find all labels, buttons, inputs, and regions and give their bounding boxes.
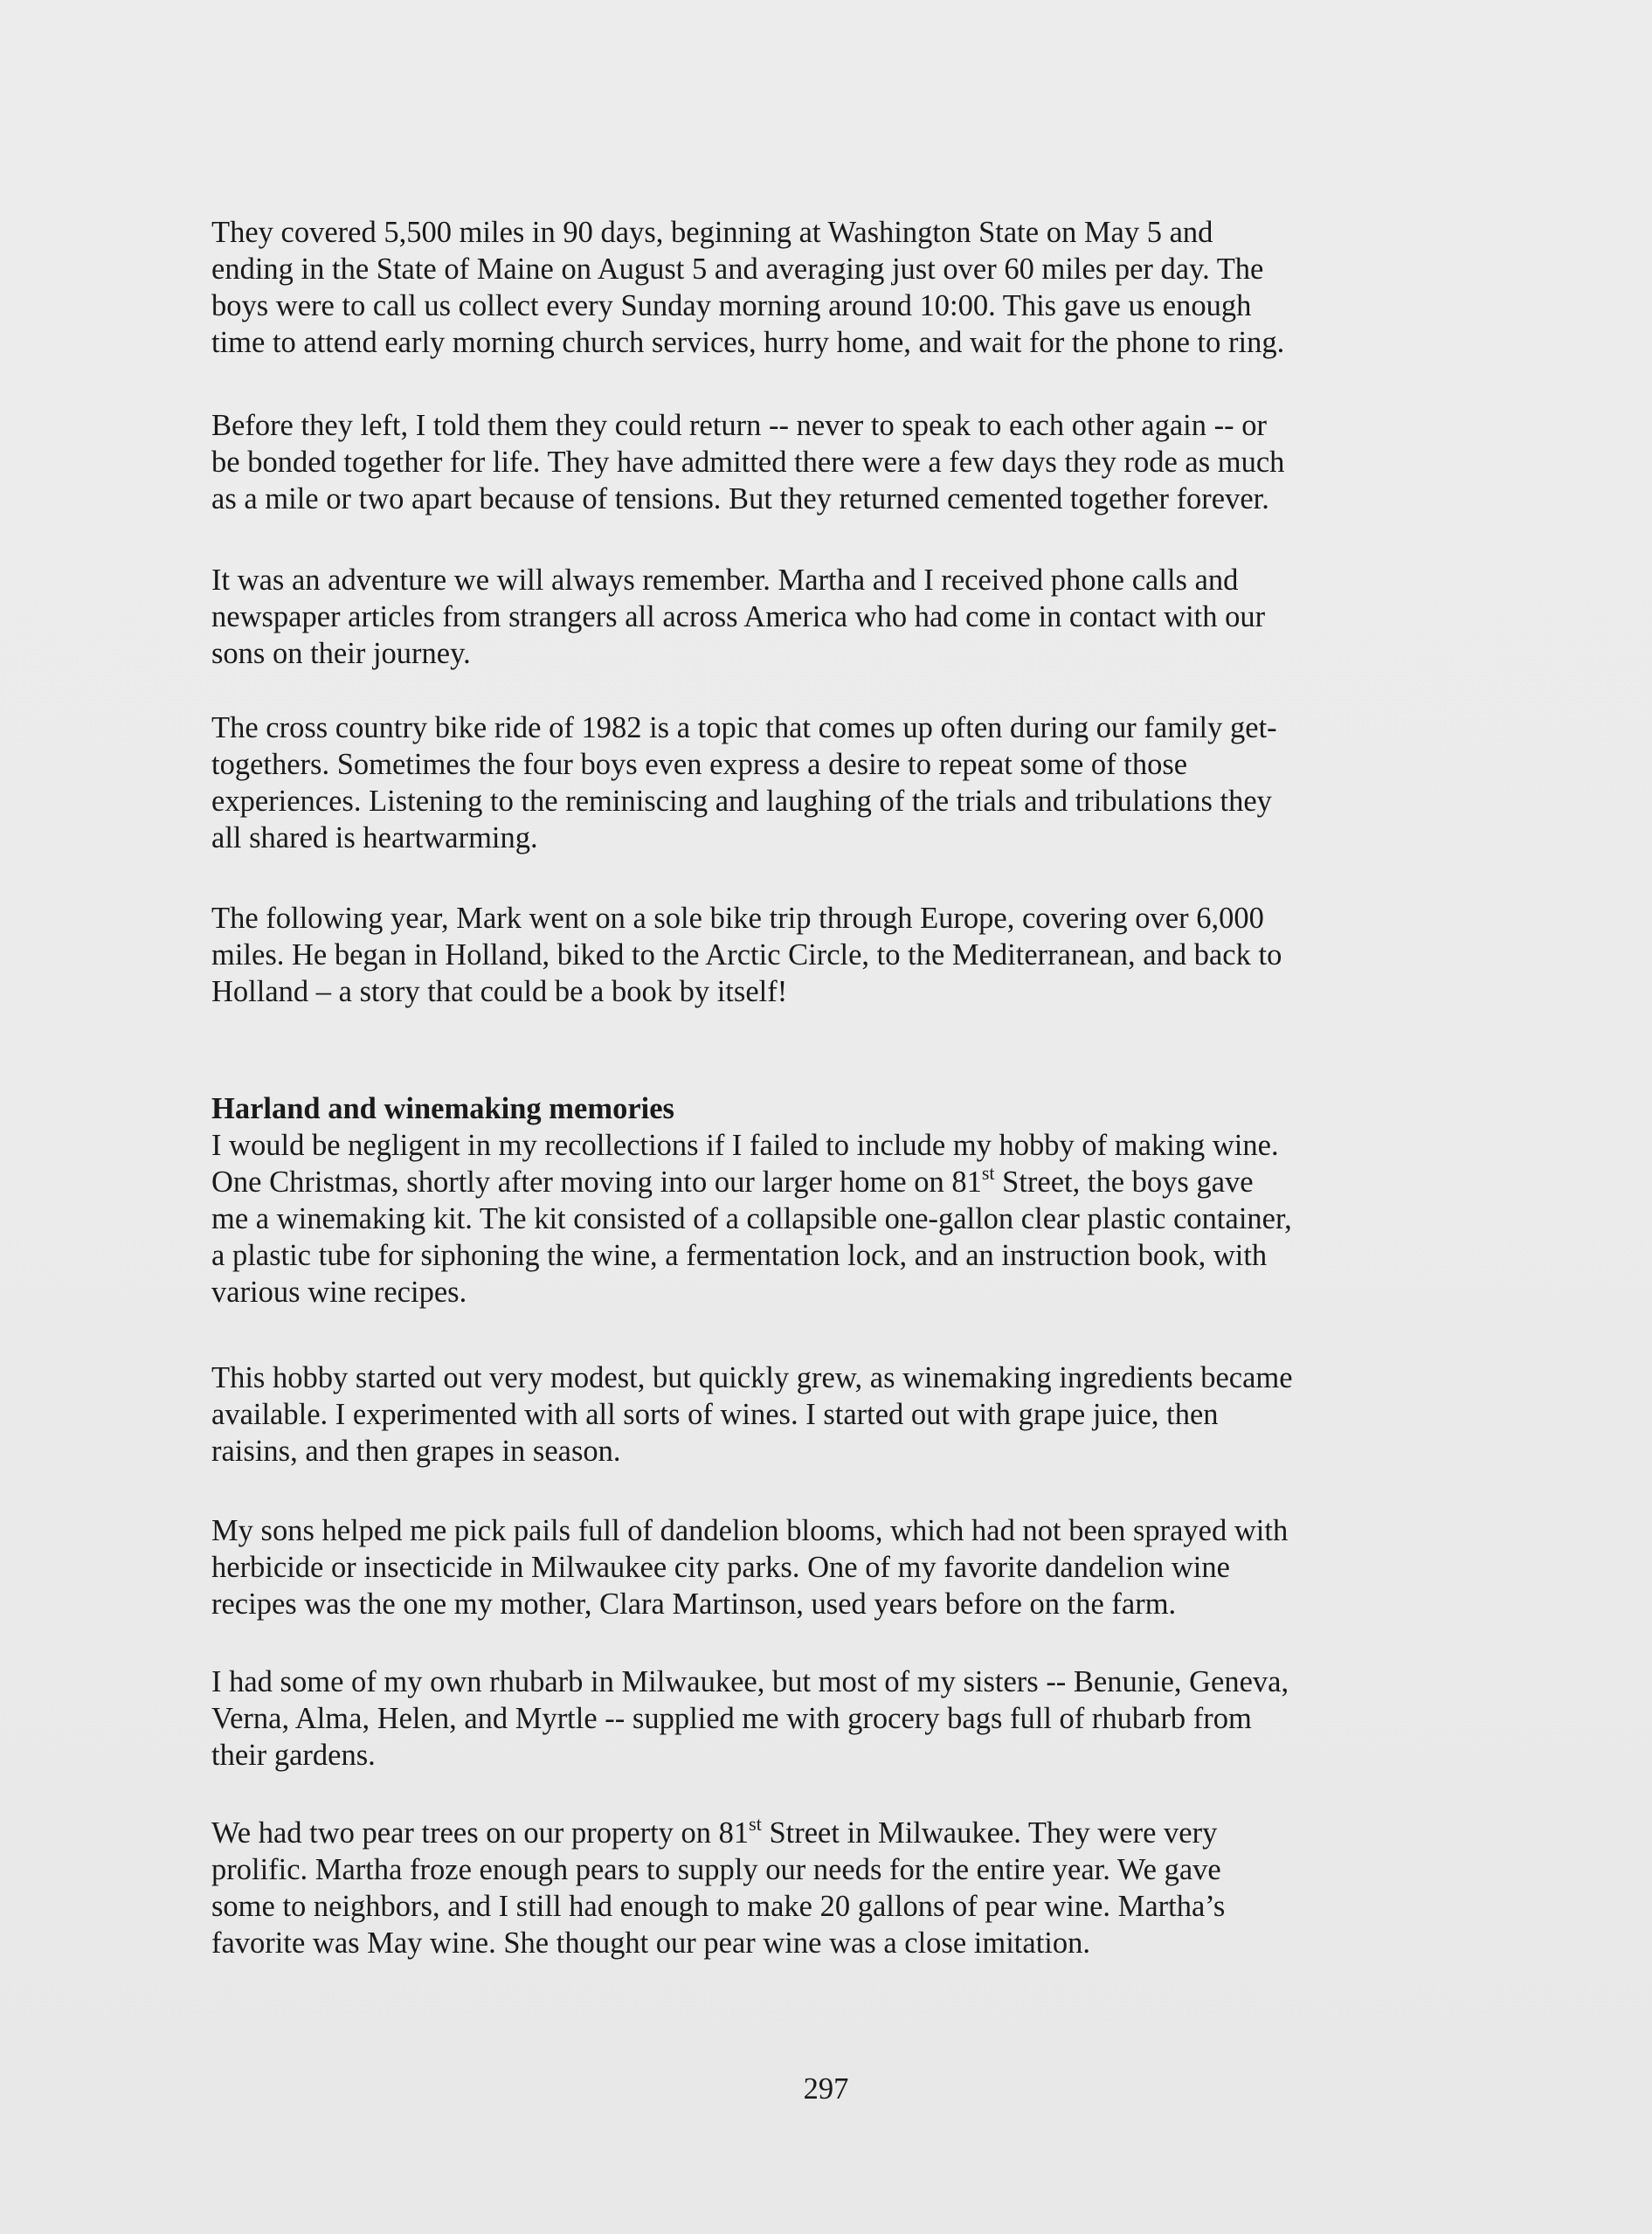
text-line: I had some of my own rhubarb in Milwaukee, but most of my sisters -- Benunie, Geneva, — [211, 1665, 1289, 1698]
text-line: me a winemaking kit. The kit consisted of a collapsible one-gallon clear plastic container, — [211, 1202, 1292, 1235]
text-line: It was an adventure we will always remember. Martha and I received phone calls and — [211, 564, 1239, 597]
text-line: time to attend early morning church services, hurry home, and wait for the phone to ring. — [211, 326, 1285, 359]
text-line — [211, 1161, 1417, 1200]
text-line: ending in the State of Maine on August 5 and averaging just over 60 miles per day. The — [211, 252, 1264, 286]
ordinal-suffix: st — [981, 1161, 995, 1184]
text-line: My sons helped me pick pails full of dandelion blooms, which had not been sprayed with — [211, 1514, 1289, 1547]
text-line: some to neighbors, and I still had enough to make 20 gallons of pear wine. Martha’s — [211, 1890, 1226, 1923]
text-line: newspaper articles from strangers all across America who had come in contact with our — [211, 600, 1266, 633]
text-line: Before they left, I told them they could return -- never to speak to each other again -- or — [211, 409, 1267, 442]
text-line: herbicide or insecticide in Milwaukee city parks. One of my favorite dandelion wine — [211, 1551, 1230, 1584]
paragraph — [211, 1812, 1417, 1961]
text-run: One Christmas, shortly after moving into our larger home on 81 — [211, 1165, 982, 1199]
text-run: We had two pear trees on our property on 81 — [211, 1816, 750, 1850]
text-line: togethers. Sometimes the four boys even express a desire to repeat some of those — [211, 748, 1188, 781]
text-line: all shared is heartwarming. — [211, 821, 538, 854]
text-line: They covered 5,500 miles in 90 days, beginning at Washington State on May 5 and — [211, 216, 1213, 249]
text-line: various wine recipes. — [211, 1276, 467, 1309]
paragraph — [211, 562, 1417, 672]
section-heading: Harland and winemaking memories — [211, 1092, 674, 1125]
text-line: be bonded together for life. They have admitted there were a few days they rode as much — [211, 446, 1285, 479]
text-line: favorite was May wine. She thought our pear wine was a close imitation. — [211, 1926, 1090, 1960]
section — [211, 1090, 1417, 1311]
paragraph — [211, 900, 1417, 1010]
text-line: a plastic tube for siphoning the wine, a fermentation lock, and an instruction book, with — [211, 1239, 1268, 1272]
text-line: available. I experimented with all sorts of wines. I started out with grape juice, then — [211, 1398, 1219, 1431]
paragraph — [211, 1359, 1417, 1470]
page-number: 297 — [803, 2072, 849, 2106]
text-line: experiences. Listening to the reminiscing and laughing of the trials and tribulations they — [211, 785, 1272, 818]
text-line: miles. He began in Holland, biked to the Arctic Circle, to the Mediterranean, and back to — [211, 938, 1282, 972]
text-line: prolific. Martha froze enough pears to supply our needs for the entire year. We gave — [211, 1853, 1221, 1886]
paragraph — [211, 1663, 1417, 1774]
text-line: The following year, Mark went on a sole bike trip through Europe, covering over 6,000 — [211, 902, 1264, 935]
paragraph — [211, 709, 1417, 856]
text-line: sons on their journey. — [211, 637, 471, 670]
text-line: as a mile or two apart because of tensions. But they returned cemented together forever. — [211, 482, 1269, 515]
text-line: This hobby started out very modest, but quickly grew, as winemaking ingredients became — [211, 1361, 1293, 1394]
text-line — [211, 1812, 1417, 1851]
paragraph — [211, 407, 1417, 517]
text-line: boys were to call us collect every Sunday morning around 10:00. This gave us enough — [211, 289, 1252, 322]
paragraph — [211, 1512, 1417, 1622]
text-run: Street, the boys gave — [994, 1165, 1254, 1199]
text-line: Holland – a story that could be a book by itself! — [211, 975, 788, 1008]
text-run: Street in Milwaukee. They were very — [761, 1816, 1218, 1850]
text-line: The cross country bike ride of 1982 is a topic that comes up often during our family get- — [211, 711, 1277, 744]
ordinal-suffix: st — [749, 1812, 762, 1835]
text-line: recipes was the one my mother, Clara Martinson, used years before on the farm. — [211, 1587, 1177, 1621]
text-line: their gardens. — [211, 1739, 376, 1772]
text-line: raisins, and then grapes in season. — [211, 1435, 621, 1468]
text-line: I would be negligent in my recollections if I failed to include my hobby of making wine. — [211, 1129, 1279, 1162]
paragraph — [211, 214, 1417, 361]
text-line: Verna, Alma, Helen, and Myrtle -- supplied me with grocery bags full of rhubarb from — [211, 1702, 1252, 1735]
